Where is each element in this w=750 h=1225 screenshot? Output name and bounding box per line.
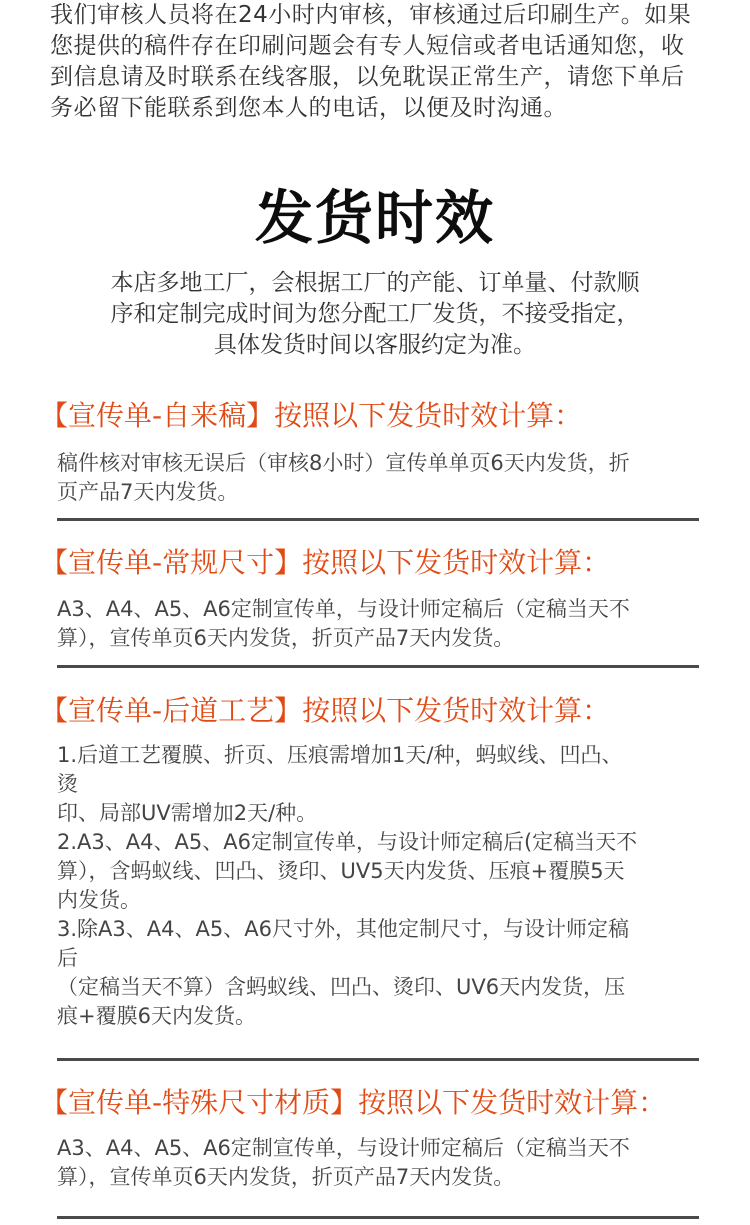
section-heading-text: 按照以下发货时效计算： bbox=[358, 1086, 667, 1119]
intro-paragraph bbox=[50, 0, 700, 124]
section-tag: 【宣传单-后道工艺】 bbox=[40, 694, 303, 727]
section-heading-text: 按照以下发货时效计算： bbox=[302, 694, 611, 727]
section-line: 稿件核对审核无误后（审核8小时）宣传单单页6天内发货，折 bbox=[57, 451, 630, 475]
section-body-post-process bbox=[57, 741, 697, 1031]
section-body-standard-size bbox=[57, 595, 697, 653]
section-line: 3.除A3、A4、A5、A6尺寸外，其他定制尺寸，与设计师定稿 bbox=[57, 917, 629, 941]
shipping-note-line: 序和定制完成时间为您分配工厂发货，不接受指定， bbox=[110, 301, 640, 327]
section-line: A3、A4、A5、A6定制宣传单，与设计师定稿后（定稿当天不 bbox=[57, 1136, 630, 1160]
section-line: 1.后道工艺覆膜、折页、压痕需增加1天/种，蚂蚁线、凹凸、 bbox=[57, 743, 623, 767]
section-tag: 【宣传单-自来稿】 bbox=[40, 399, 275, 432]
section-line: 算），宣传单页6天内发货，折页产品7天内发货。 bbox=[57, 1165, 515, 1189]
section-heading-special-material bbox=[40, 1083, 730, 1123]
section-body-self-supplied bbox=[57, 449, 697, 507]
intro-line: 您提供的稿件存在印刷问题会有专人短信或者电话通知您，收 bbox=[50, 33, 685, 59]
intro-line: 到信息请及时联系在线客服，以免耽误正常生产，请您下单后 bbox=[50, 64, 685, 90]
shipping-note-line: 本店多地工厂，会根据工厂的产能、订单量、付款顺 bbox=[110, 270, 640, 296]
shipping-note bbox=[60, 268, 690, 361]
section-line: 印、局部UV需增加2天/种。 bbox=[57, 801, 318, 825]
intro-line: 务必留下能联系到您本人的电话，以便及时沟通。 bbox=[50, 95, 567, 121]
section-heading-text: 按照以下发货时效计算： bbox=[274, 399, 583, 432]
section-line: 内发货。 bbox=[57, 888, 141, 912]
section-divider bbox=[57, 665, 699, 668]
section-line: A3、A4、A5、A6定制宣传单，与设计师定稿后（定稿当天不 bbox=[57, 597, 630, 621]
section-body-special-material bbox=[57, 1134, 697, 1192]
section-line: 痕+覆膜6天内发货。 bbox=[57, 1004, 256, 1028]
section-divider bbox=[57, 518, 699, 521]
section-heading-standard-size bbox=[40, 543, 730, 583]
section-line: 算），含蚂蚁线、凹凸、烫印、UV5天内发货、压痕+覆膜5天 bbox=[57, 859, 625, 883]
section-line: （定稿当天不算）含蚂蚁线、凹凸、烫印、UV6天内发货，压 bbox=[57, 975, 626, 999]
page-title: 发货时效 bbox=[254, 184, 495, 252]
section-line: 页产品7天内发货。 bbox=[57, 480, 239, 504]
section-heading-text: 按照以下发货时效计算： bbox=[302, 546, 611, 579]
intro-line: 我们审核人员将在24小时内审核，审核通过后印刷生产。如果 bbox=[50, 2, 692, 28]
section-line: 2.A3、A4、A5、A6定制宣传单，与设计师定稿后(定稿当天不 bbox=[57, 830, 638, 854]
shipping-note-line: 具体发货时间以客服约定为准。 bbox=[214, 332, 536, 358]
section-divider bbox=[57, 1058, 699, 1061]
section-line: 后 bbox=[57, 946, 78, 970]
section-line: 算），宣传单页6天内发货，折页产品7天内发货。 bbox=[57, 626, 515, 650]
section-heading-self-supplied bbox=[40, 396, 730, 436]
section-tag: 【宣传单-常规尺寸】 bbox=[40, 546, 303, 579]
section-divider bbox=[57, 1216, 699, 1219]
section-line: 烫 bbox=[57, 772, 78, 796]
section-tag: 【宣传单-特殊尺寸材质】 bbox=[40, 1086, 359, 1119]
section-heading-post-process bbox=[40, 691, 730, 731]
